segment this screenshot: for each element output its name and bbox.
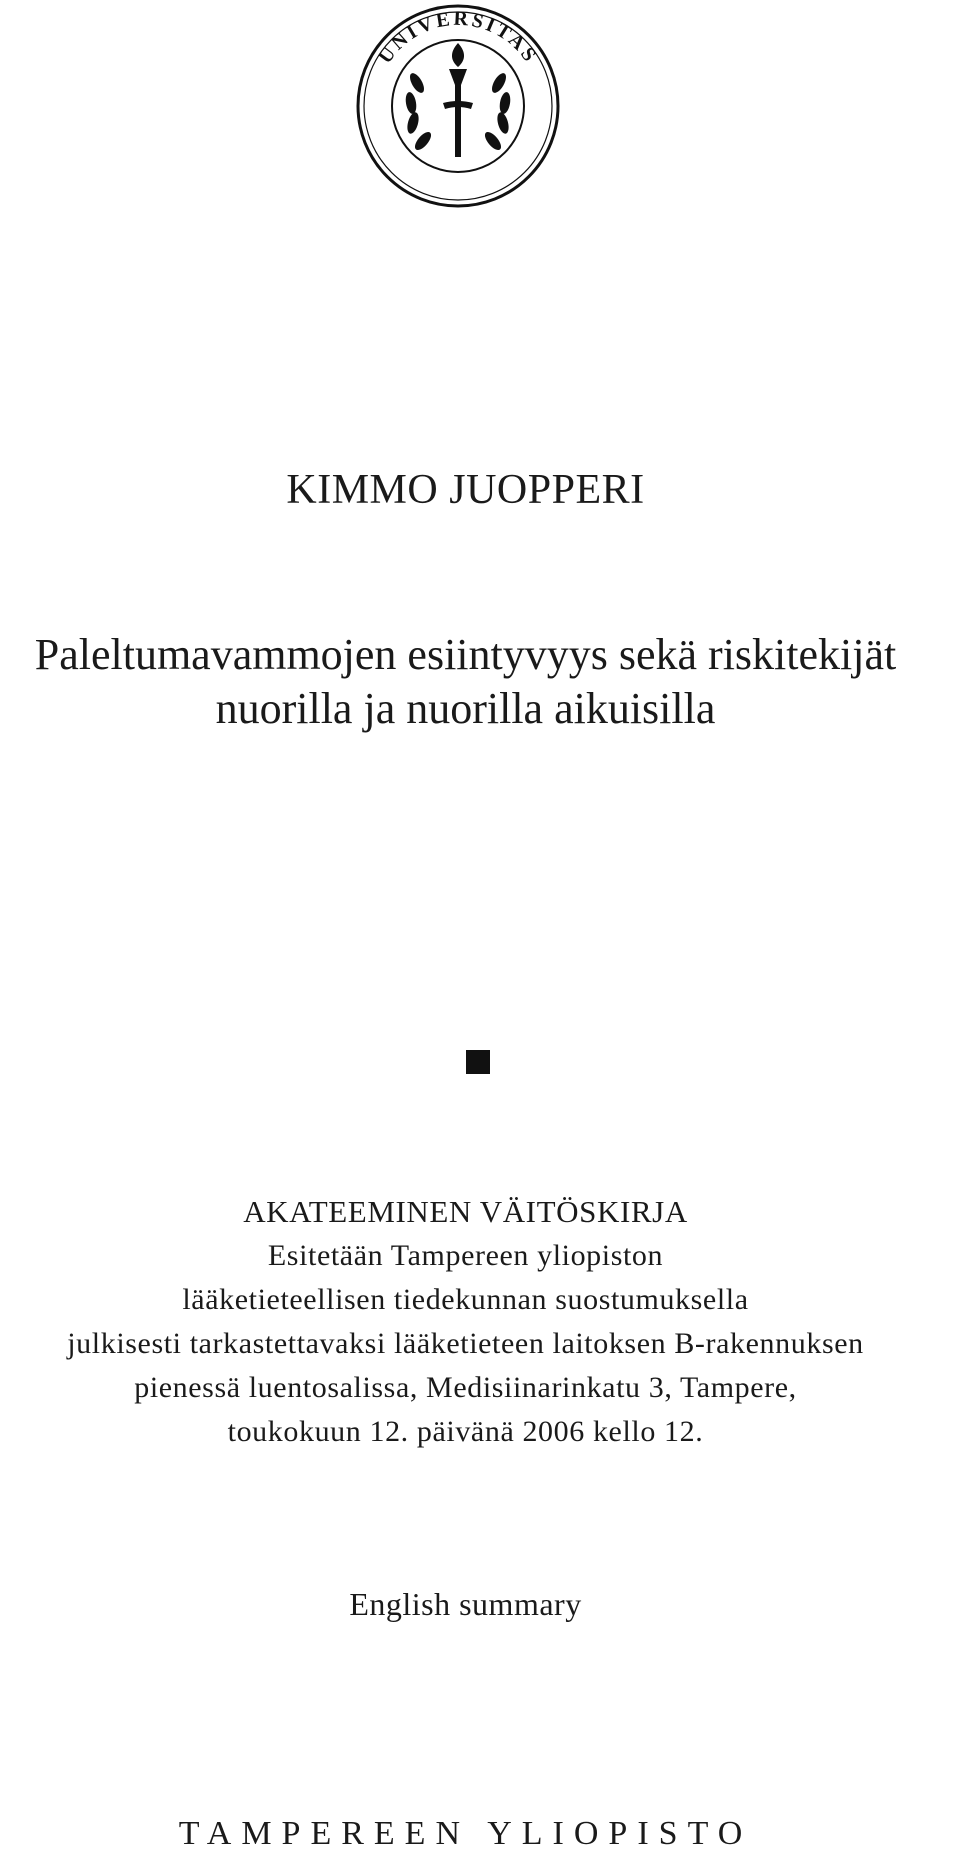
- author-name: KIMMO JUOPPERI: [286, 467, 645, 513]
- thesis-line: toukokuun 12. päivänä 2006 kello 12.: [227, 1415, 704, 1448]
- thesis-line: lääketieteellisen tiedekunnan suostumuksella: [182, 1283, 749, 1316]
- thesis-line: Esitetään Tampereen yliopiston: [267, 1239, 664, 1272]
- square-bullet-icon: [466, 1050, 490, 1074]
- thesis-line: pienessä luentosalissa, Medisiinarinkatu 3, Tampere,: [134, 1371, 797, 1404]
- publisher-name: TAMPEREEN YLIOPISTO: [178, 1815, 753, 1852]
- english-summary-note: English summary: [349, 1586, 582, 1622]
- svg-text:UNIVERSITAS: UNIVERSITAS: [374, 7, 543, 68]
- title-line: Paleltumavammojen esiintyvyys sekä riskitekijät: [34, 630, 897, 679]
- title-line: nuorilla ja nuorilla aikuisilla: [215, 684, 716, 733]
- thesis-line: julkisesti tarkastettavaksi lääketieteen laitoksen B-rakennuksen: [67, 1327, 864, 1360]
- torch-laurel-seal-icon: [355, 3, 561, 209]
- thesis-statement: [0, 1190, 931, 1454]
- thesis-title: [0, 628, 931, 736]
- thesis-heading: AKATEEMINEN VÄITÖSKIRJA: [243, 1194, 688, 1229]
- university-seal: [355, 3, 561, 209]
